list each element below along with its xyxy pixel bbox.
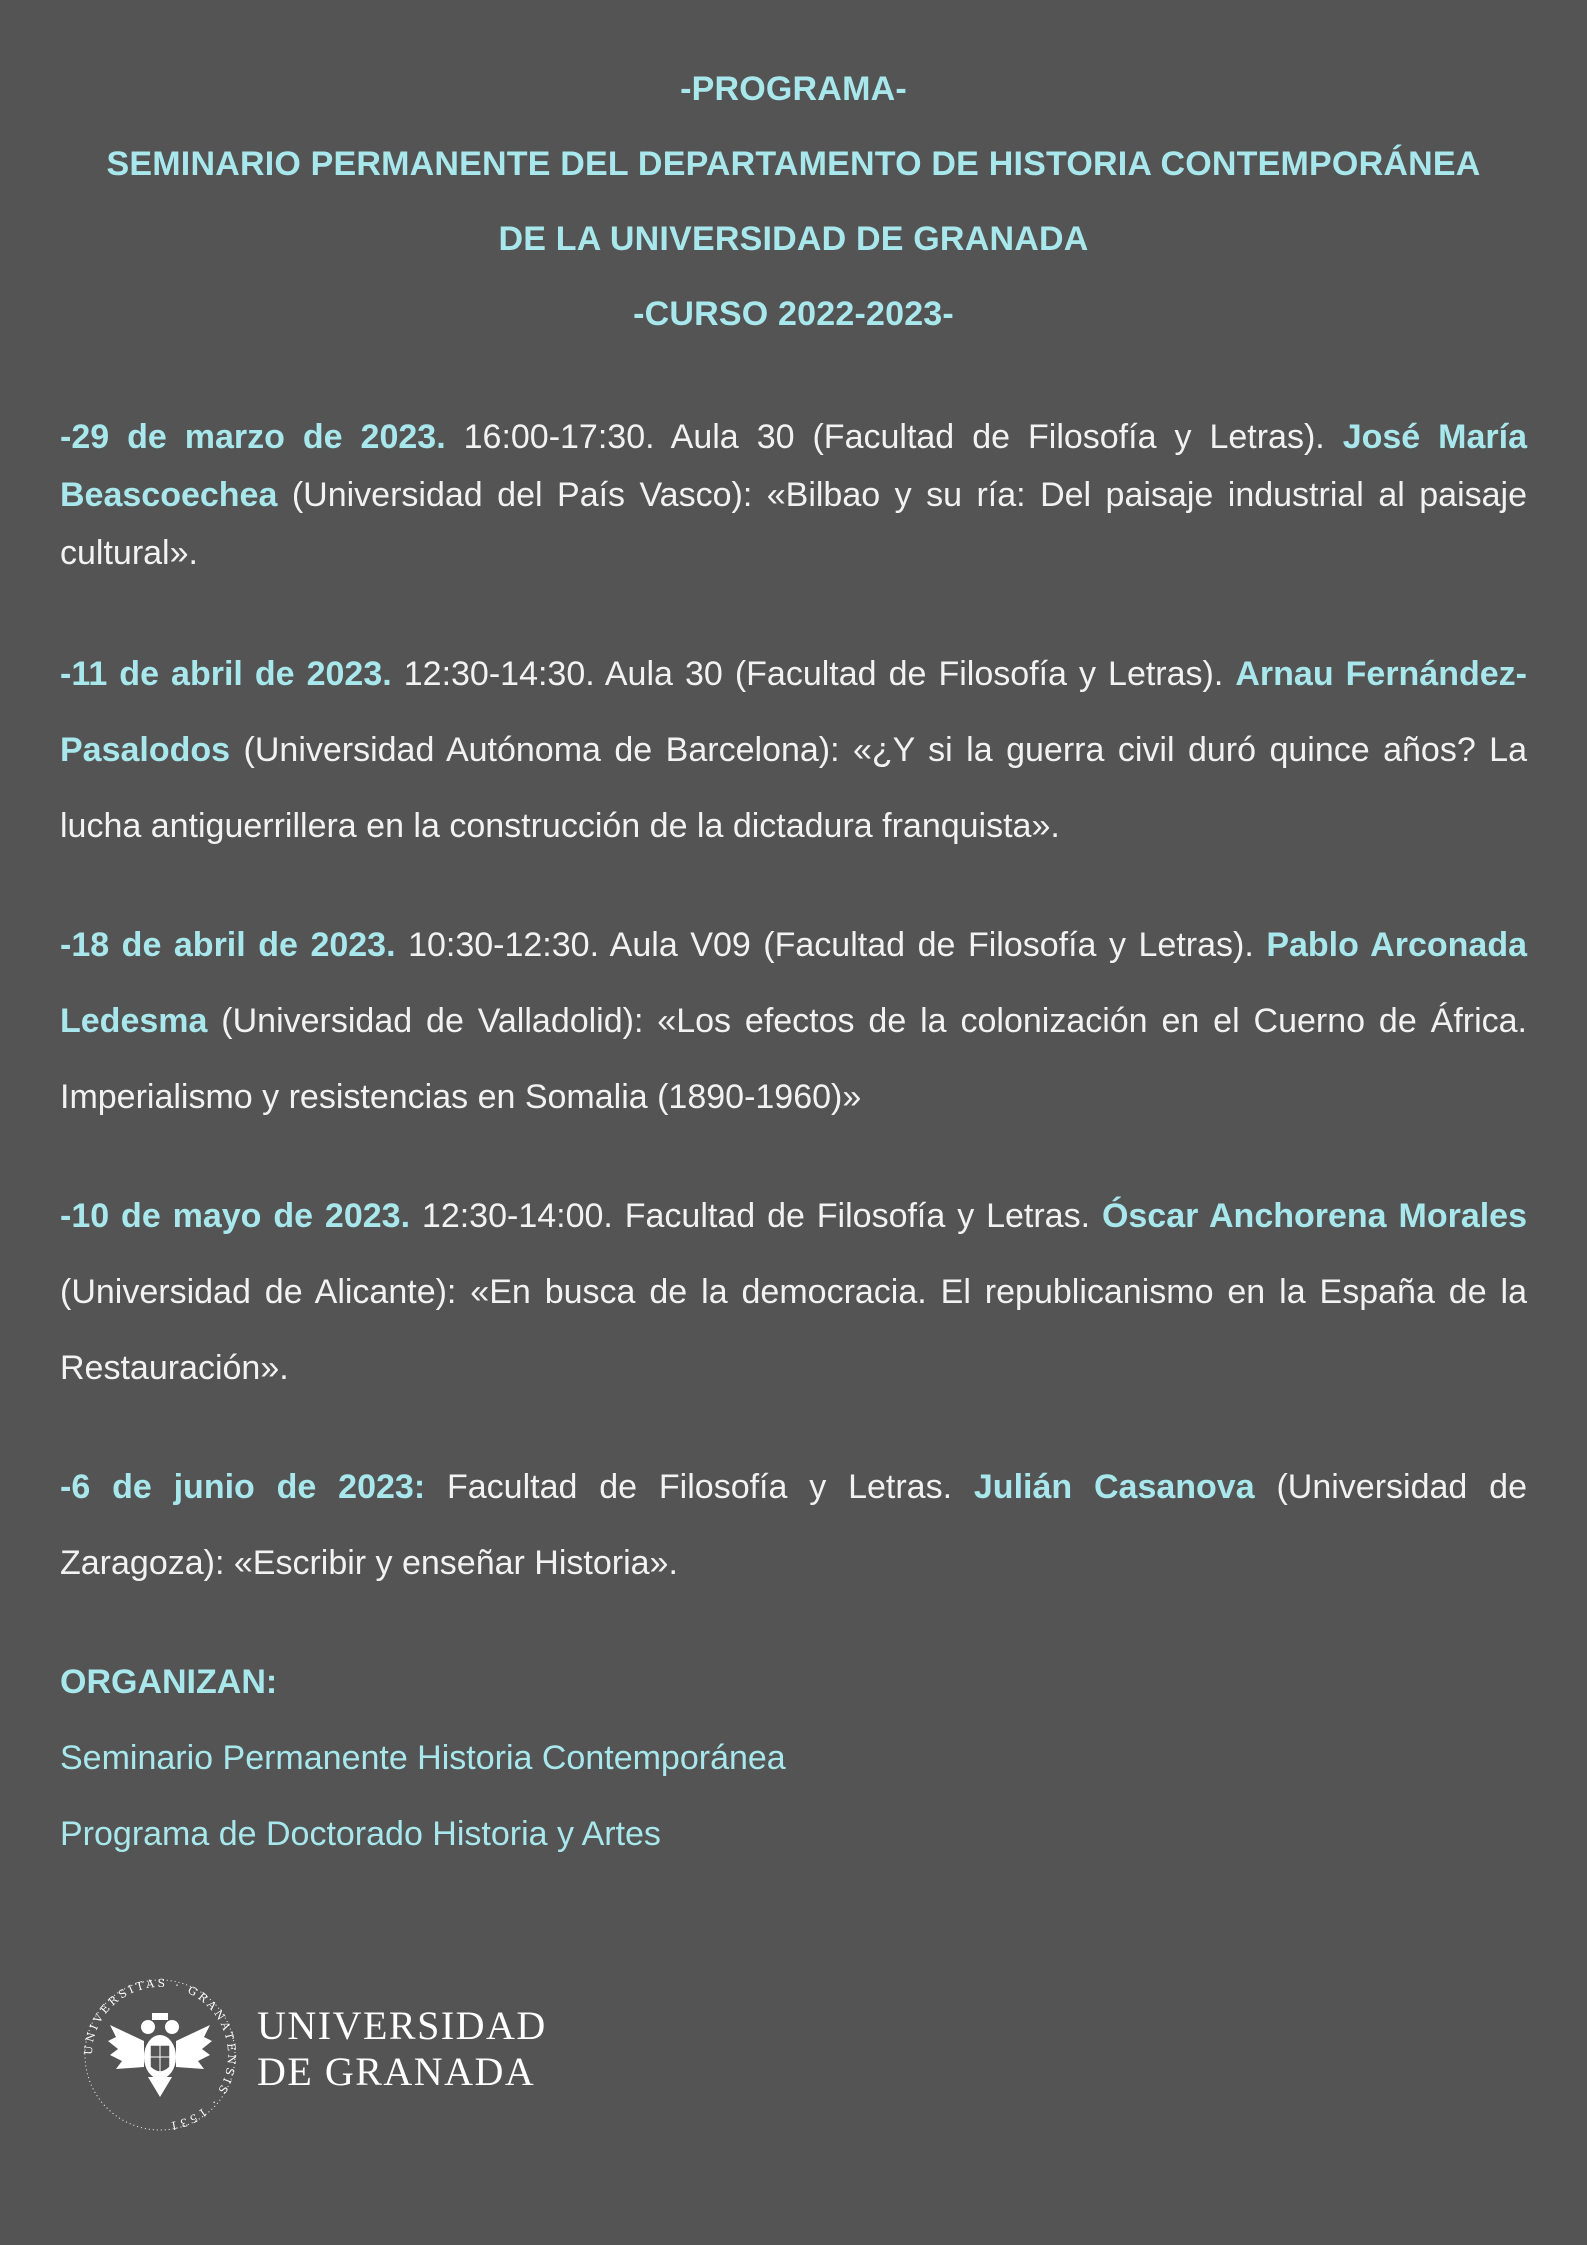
- organizer-item: Programa de Doctorado Historia y Artes: [60, 1815, 661, 1853]
- session-details: 10:30-12:30. Aula V09 (Facultad de Filosofía y Letras).: [395, 926, 1267, 964]
- session-entry: [60, 1178, 1527, 1406]
- session-speaker: Óscar Anchorena Morales: [1101, 1197, 1527, 1235]
- seal-text: UNIVERSITAS · GRANATENSIS · 1531: [81, 1976, 239, 2133]
- session-date: -6 de junio de 2023:: [60, 1468, 426, 1506]
- session-date: -18 de abril de 2023.: [60, 926, 396, 964]
- session-details: 16:00-17:30. Aula 30 (Facultad de Filosofía y Letras).: [445, 418, 1343, 456]
- university-seal-icon: [80, 1975, 240, 2135]
- session-date: -29 de marzo de 2023.: [60, 418, 446, 456]
- program-header: [0, 52, 1587, 352]
- session-speaker: Pablo Arconada Ledesma: [60, 926, 1527, 1040]
- session-entry: [60, 636, 1527, 864]
- session-speaker: Julián Casanova: [973, 1468, 1255, 1506]
- organizer-item: Seminario Permanente Historia Contemporánea: [60, 1739, 786, 1777]
- session-date: -10 de mayo de 2023.: [60, 1197, 411, 1235]
- program-title: -PROGRAMA-: [680, 70, 907, 108]
- university-name-line1: UNIVERSIDAD: [257, 2003, 547, 2048]
- university-name-line2: DE GRANADA: [257, 2049, 536, 2094]
- university-logo: [80, 1975, 640, 2135]
- course-year: -CURSO 2022-2023-: [633, 295, 954, 333]
- session-details: Facultad de Filosofía y Letras.: [425, 1468, 974, 1506]
- session-details: 12:30-14:00. Facultad de Filosofía y Letras.: [410, 1197, 1102, 1235]
- session-talk: (Universidad de Alicante): «En busca de la democracia. El republicanismo en la España de la Restauración».: [60, 1273, 1527, 1387]
- university-line: DE LA UNIVERSIDAD DE GRANADA: [498, 220, 1089, 258]
- session-details: 12:30-14:30. Aula 30 (Facultad de Filosofía y Letras).: [391, 655, 1236, 693]
- session-talk: (Universidad Autónoma de Barcelona): «¿Y si la guerra civil duró quince años? La lucha antiguerrillera en la construcción de la dictadura franquista».: [60, 731, 1527, 845]
- session-talk: (Universidad de Valladolid): «Los efectos de la colonización en el Cuerno de África. Imperialismo y resistencias en Somalia (1890-1960)»: [60, 1002, 1527, 1116]
- session-entry: [60, 408, 1527, 582]
- session-date: -11 de abril de 2023.: [60, 655, 392, 693]
- session-talk: (Universidad de Zaragoza): «Escribir y enseñar Historia».: [60, 1468, 1527, 1582]
- session-entry: [60, 907, 1527, 1135]
- seminar-title: SEMINARIO PERMANENTE DEL DEPARTAMENTO DE HISTORIA CONTEMPORÁNEA: [106, 145, 1481, 183]
- session-speaker: Arnau Fernández-Pasalodos: [60, 655, 1527, 769]
- university-name: [257, 2003, 547, 2095]
- session-talk: (Universidad del País Vasco): «Bilbao y su ría: Del paisaje industrial al paisaje cultural».: [60, 476, 1527, 572]
- organizers-title: ORGANIZAN:: [60, 1663, 278, 1701]
- session-entry: [60, 1449, 1527, 1601]
- program-content: [60, 408, 1527, 1872]
- session-speaker: José María Beascoechea: [60, 418, 1527, 514]
